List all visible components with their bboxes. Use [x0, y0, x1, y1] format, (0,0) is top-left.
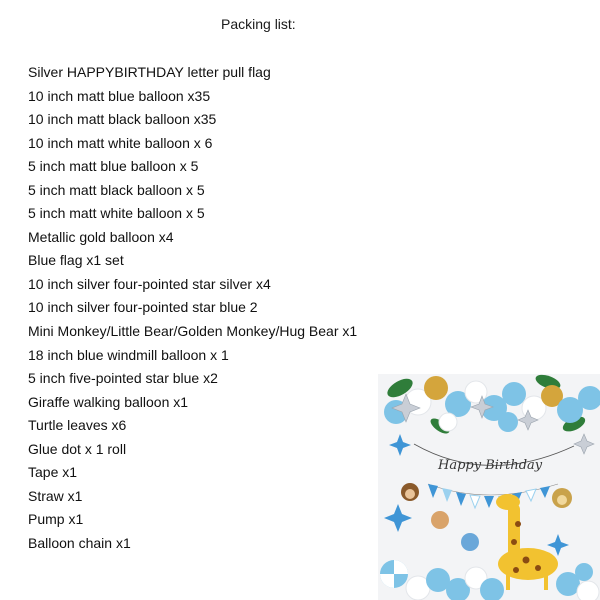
- list-item: 10 inch matt blue balloon x35: [28, 87, 211, 104]
- list-item: 5 inch matt black balloon x 5: [28, 181, 205, 198]
- list-item: 5 inch matt blue balloon x 5: [28, 158, 199, 175]
- list-item: Blue flag x1 set: [28, 252, 124, 269]
- list-item: Tape x1: [28, 464, 78, 481]
- party-decoration-photo: [378, 374, 600, 600]
- list-item: Giraffe walking balloon x1: [28, 393, 189, 410]
- packing-list: [28, 61, 357, 555]
- list-item: Glue dot x 1 roll: [28, 440, 127, 457]
- list-item: 10 inch matt black balloon x35: [28, 111, 217, 128]
- list-item: Balloon chain x1: [28, 534, 131, 551]
- list-item: Mini Monkey/Little Bear/Golden Monkey/Hug Bear x1: [28, 323, 358, 340]
- banner-text: Happy Birthday: [438, 458, 543, 473]
- list-item: 10 inch silver four-pointed star silver x4: [28, 275, 271, 292]
- golden-monkey-balloon: [552, 488, 572, 508]
- list-item: Metallic gold balloon x4: [28, 228, 174, 245]
- list-item: Straw x1: [28, 487, 83, 504]
- list-item: 5 inch five-pointed star blue x2: [28, 370, 218, 387]
- monkey-balloon: [401, 483, 419, 501]
- page-title: Packing list:: [221, 16, 296, 32]
- list-item: 18 inch blue windmill balloon x 1: [28, 346, 229, 363]
- list-item: Turtle leaves x6: [28, 417, 127, 434]
- windmill-balloon: [380, 560, 408, 588]
- list-item: Pump x1: [28, 511, 84, 528]
- list-item: 10 inch silver four-pointed star blue 2: [28, 299, 258, 316]
- list-item: Silver HAPPYBIRTHDAY letter pull flag: [28, 64, 271, 80]
- list-item: 10 inch matt white balloon x 6: [28, 134, 213, 151]
- list-item: 5 inch matt white balloon x 5: [28, 205, 205, 222]
